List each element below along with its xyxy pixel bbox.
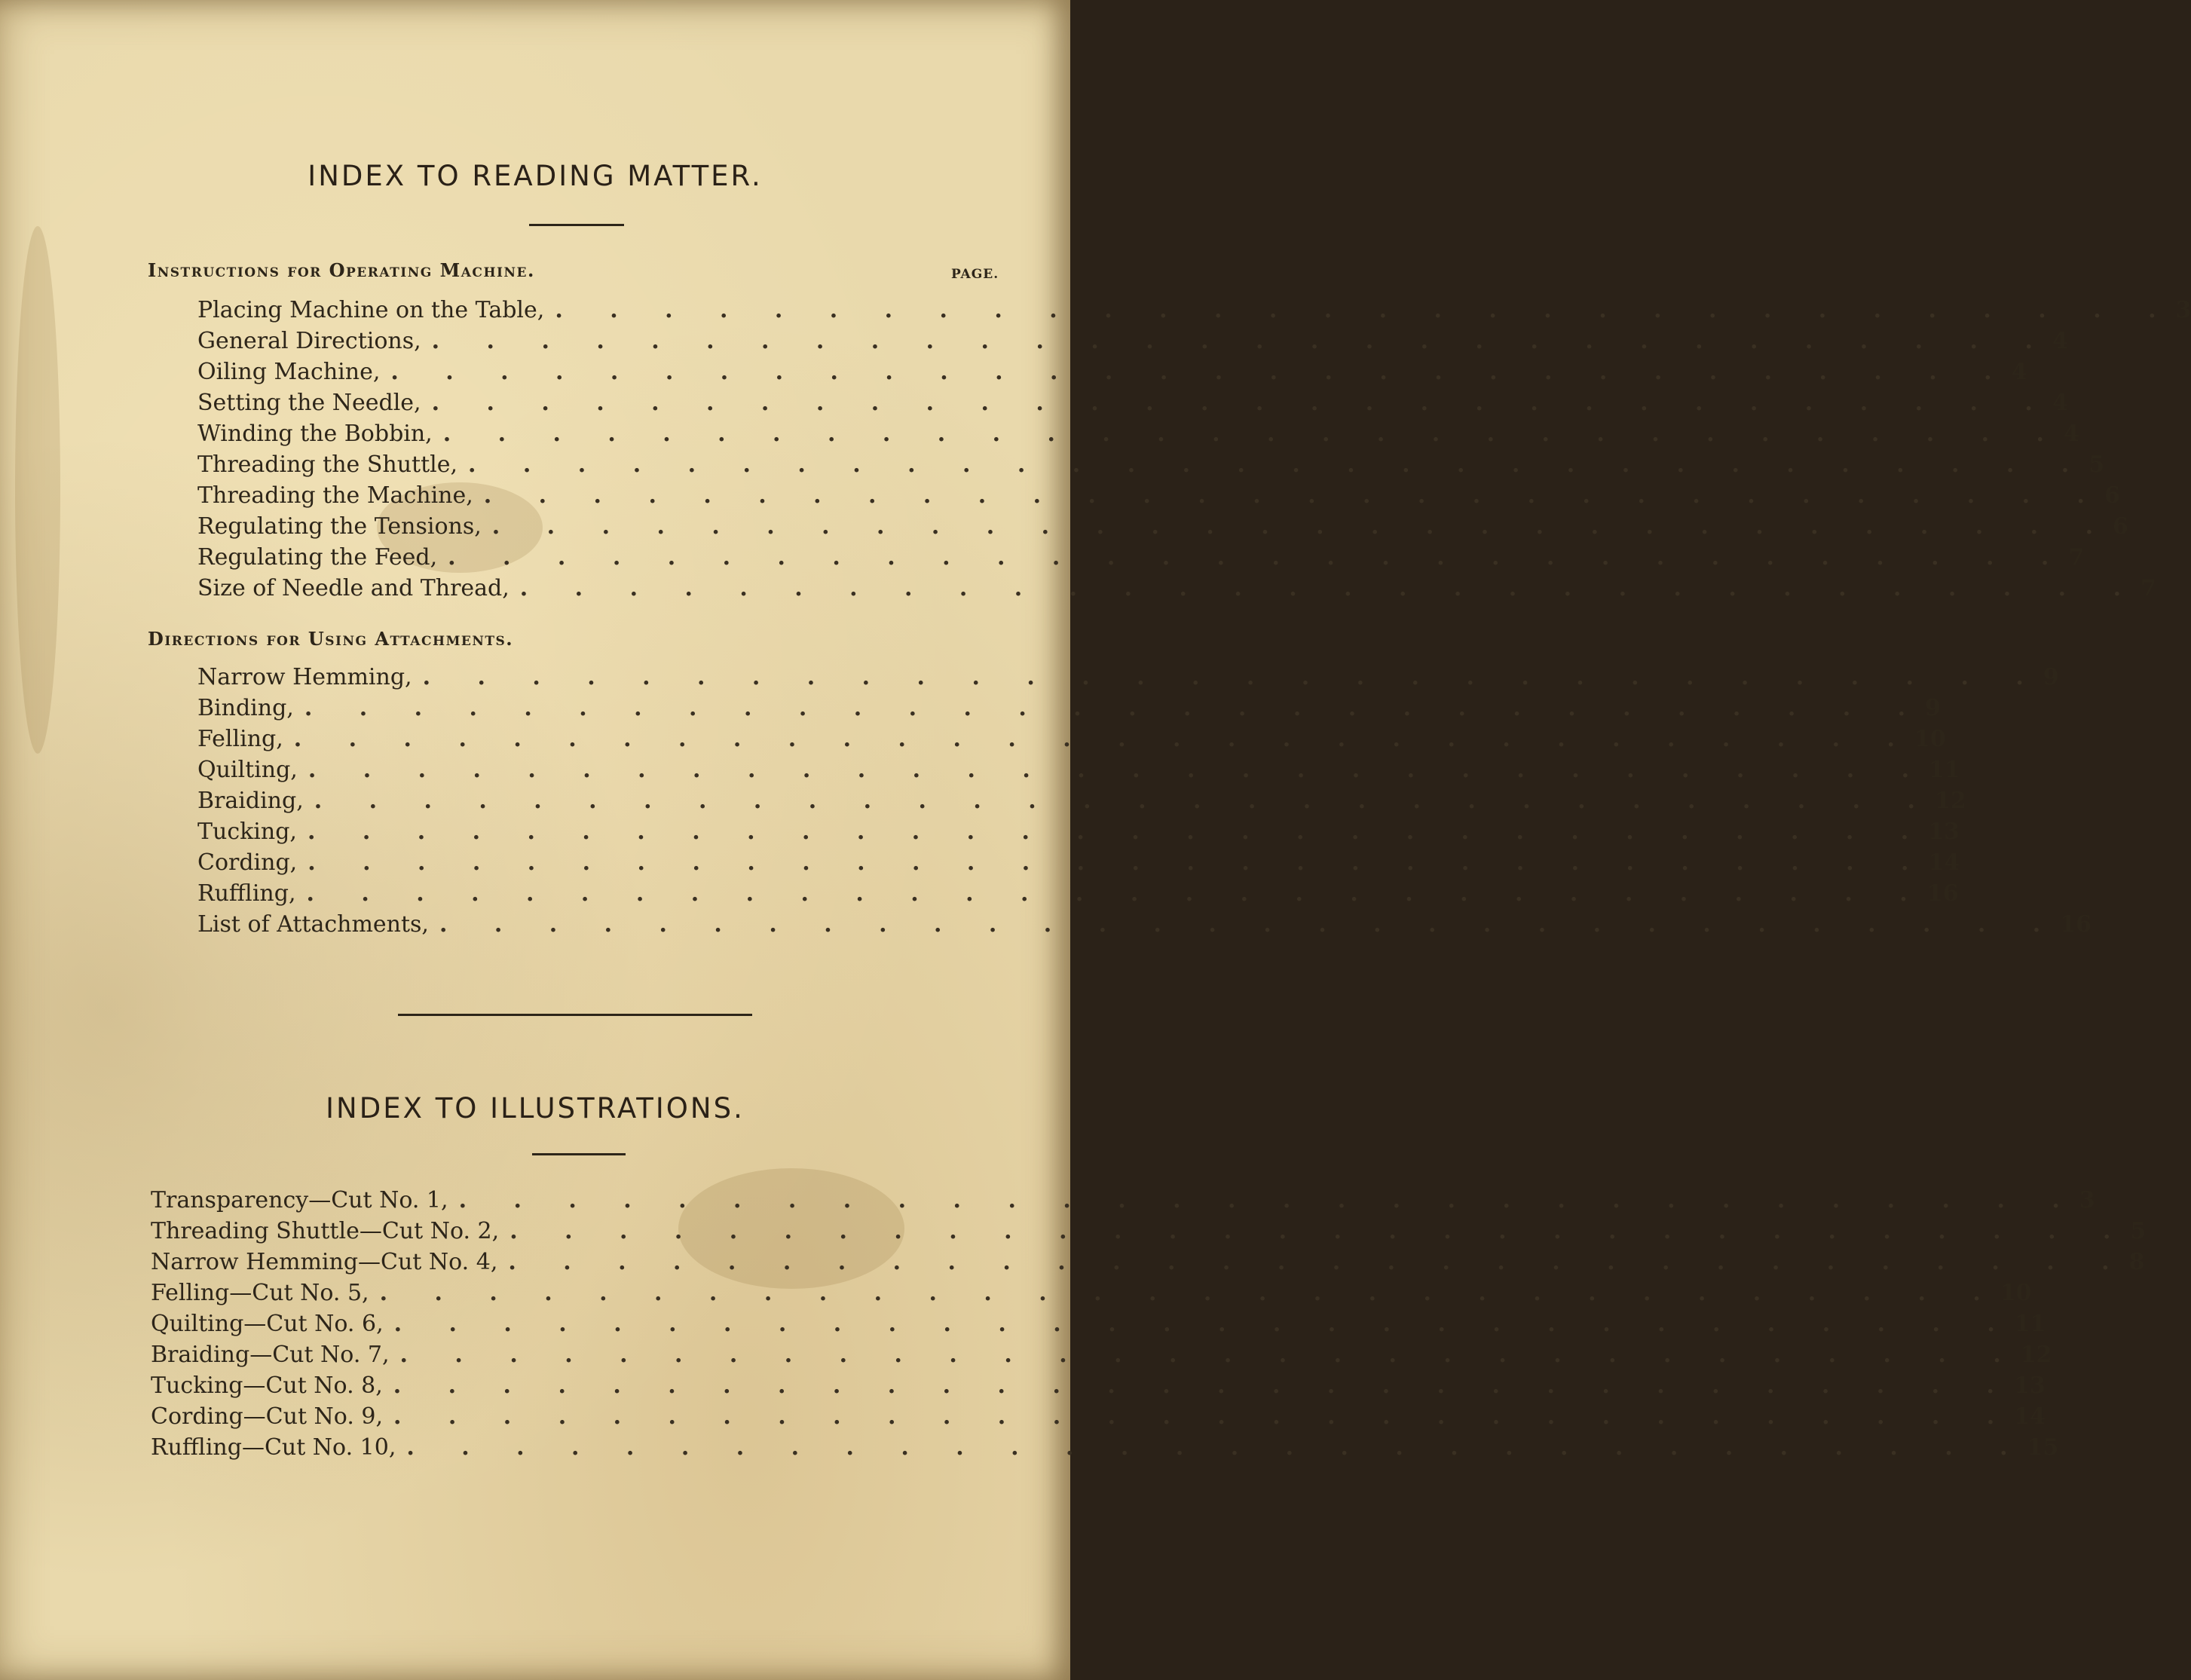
dot-leader: . . . . . . . . . . . . . . . . . . . . . . . . . . . . . . [379, 1280, 2000, 1306]
entry-label: Felling, [197, 726, 283, 752]
entry-page-number: 10 [1914, 726, 1946, 752]
index-entry [151, 1432, 2059, 1463]
entry-label: Setting the Needle, [197, 390, 421, 416]
entry-page-number: 4 [2052, 390, 2068, 416]
index-entry [151, 1339, 2052, 1370]
dot-leader: . . . . . . . . . . . . . . . . . . . . . . . . . . . . . . [406, 1434, 2027, 1461]
instructions-entry-list [197, 295, 2191, 604]
entry-label: Threading Shuttle—Cut No. 2, [151, 1218, 500, 1244]
dot-leader: . . . . . . . . . . . . . . . . . . . . . . . . . . . . . . [306, 880, 1927, 907]
index-entry [197, 295, 2191, 326]
index-entry [151, 1247, 2145, 1278]
dot-leader: . . . . . . . . . . . . . . . . . . . . . . . . . . . . . . [509, 1218, 2131, 1244]
entry-label: Felling—Cut No. 5, [151, 1280, 369, 1306]
illustrations-entry-list [151, 1185, 2147, 1463]
dot-leader: . . . . . . . . . . . . . . . . . . . . . . . . . . . . . . [304, 695, 1926, 721]
dot-leader: . . . . . . . . . . . . . . . . . . . . . . . . . . . . . . [422, 664, 2043, 690]
entry-page-number: 15 [2027, 1434, 2059, 1461]
entry-label: Tucking, [197, 819, 297, 845]
entry-page-number: 4 [2063, 421, 2079, 447]
entry-label: Winding the Bobbin, [197, 421, 433, 447]
entry-label: Narrow Hemming—Cut No. 4, [151, 1249, 498, 1275]
entry-page-number: 5 [2130, 1218, 2147, 1244]
index-entry [197, 511, 2128, 542]
entry-page-number: 16 [1926, 880, 1959, 907]
index-entry [151, 1308, 2046, 1339]
entry-page-number: 14 [2014, 1403, 2046, 1430]
entry-label: Quilting, [197, 757, 298, 783]
entry-label: Cording—Cut No. 9, [151, 1403, 384, 1430]
index-entry [197, 909, 2092, 940]
entry-label: Regulating the Tensions, [197, 513, 482, 540]
edge-stain [15, 226, 60, 754]
index-entry [197, 693, 1941, 724]
index-entry [197, 357, 2027, 387]
illustrations-index-title: INDEX TO ILLUSTRATIONS. [326, 1092, 745, 1125]
entry-page-number: 13 [1928, 819, 1960, 845]
dot-leader: . . . . . . . . . . . . . . . . . . . . . . . . . . . . . . [393, 1403, 2015, 1430]
index-entry [197, 326, 2068, 357]
dot-leader: . . . . . . . . . . . . . . . . . . . . . . . . . . . . . . [314, 788, 1935, 814]
dot-leader: . . . . . . . . . . . . . . . . . . . . . . . . . . . . . . [390, 359, 2012, 385]
dot-leader: . . . . . . . . . . . . . . . . . . . . . . . . . . . . . . [519, 575, 2141, 601]
entry-label: Transparency—Cut No. 1, [151, 1187, 448, 1213]
entry-page-number: 3 [2175, 297, 2191, 323]
index-entry [197, 480, 2120, 511]
page-column-label: PAGE. [951, 267, 999, 282]
entry-page-number: 3 [2079, 1187, 2095, 1213]
entry-label: Placing Machine on the Table, [197, 297, 545, 323]
entry-page-number: 11 [2014, 1311, 2046, 1337]
entry-page-number: 6 [2104, 482, 2120, 509]
entry-label: Quilting—Cut No. 6, [151, 1311, 384, 1337]
entry-label: Braiding, [197, 788, 304, 814]
dot-leader: . . . . . . . . . . . . . . . . . . . . . . . . . . . . . . [442, 421, 2064, 447]
entry-page-number: 16 [2060, 911, 2092, 938]
index-entry [197, 878, 1959, 909]
dot-leader: . . . . . . . . . . . . . . . . . . . . . . . . . . . . . . [508, 1249, 2129, 1275]
index-entry [197, 724, 1946, 754]
entry-label: Braiding—Cut No. 7, [151, 1342, 390, 1368]
entry-page-number: 6 [2113, 513, 2128, 540]
index-entry [151, 1370, 2046, 1401]
index-entry [151, 1401, 2046, 1432]
dot-leader: . . . . . . . . . . . . . . . . . . . . . . . . . . . . . . [431, 390, 2052, 416]
dot-leader: . . . . . . . . . . . . . . . . . . . . . . . . . . . . . . [399, 1342, 2021, 1368]
entry-label: Narrow Hemming, [197, 664, 412, 690]
dot-leader: . . . . . . . . . . . . . . . . . . . . . . . . . . . . . . [393, 1372, 2014, 1399]
entry-label: Threading the Machine, [197, 482, 473, 509]
entry-page-number: 12 [1934, 788, 1966, 814]
index-entry [197, 573, 2156, 604]
index-entry [197, 754, 1960, 785]
index-entry [151, 1216, 2147, 1247]
title-underline [529, 224, 624, 226]
entry-label: Size of Needle and Thread, [197, 575, 509, 601]
entry-page-number: 13 [2014, 1372, 2046, 1399]
index-entry [151, 1185, 2095, 1216]
entry-page-number: 7 [2068, 544, 2085, 571]
entry-page-number: 4 [2011, 359, 2027, 385]
entry-label: Regulating the Feed, [197, 544, 438, 571]
entry-page-number: 14 [1928, 849, 1960, 876]
section-heading-instructions: Instructions for Operating Machine. [148, 259, 535, 281]
entry-page-number: 7 [2141, 575, 2156, 601]
index-entry [197, 418, 2079, 449]
index-entry [197, 542, 2085, 573]
dot-leader: . . . . . . . . . . . . . . . . . . . . . . . . . . . . . . [293, 726, 1914, 752]
entry-page-number: 10 [2000, 1280, 2032, 1306]
index-entry [197, 847, 1960, 878]
entry-label: List of Attachments, [197, 911, 429, 938]
section-heading-attachments: Directions for Using Attachments. [148, 628, 514, 650]
entry-label: Cording, [197, 849, 298, 876]
index-entry [197, 387, 2068, 418]
dot-leader: . . . . . . . . . . . . . . . . . . . . . . . . . . . . . . [491, 513, 2113, 540]
dot-leader: . . . . . . . . . . . . . . . . . . . . . . . . . . . . . . [458, 1187, 2079, 1213]
index-entry [197, 785, 1966, 816]
entry-page-number: 9 [1925, 695, 1941, 721]
entry-page-number: 8 [2128, 1249, 2145, 1275]
dot-leader: . . . . . . . . . . . . . . . . . . . . . . . . . . . . . . [307, 819, 1929, 845]
section-divider [398, 1014, 752, 1016]
entry-page-number: 12 [2020, 1342, 2052, 1368]
entry-label: Ruffling, [197, 880, 296, 907]
title-underline [532, 1153, 626, 1155]
dot-leader: . . . . . . . . . . . . . . . . . . . . . . . . . . . . . . [439, 911, 2061, 938]
dot-leader: . . . . . . . . . . . . . . . . . . . . . . . . . . . . . . [468, 451, 2089, 478]
dot-leader: . . . . . . . . . . . . . . . . . . . . . . . . . . . . . . [448, 544, 2069, 571]
entry-page-number: 9 [2043, 664, 2059, 690]
index-entry [197, 816, 1960, 847]
attachments-entry-list [197, 662, 2092, 940]
dot-leader: . . . . . . . . . . . . . . . . . . . . . . . . . . . . . . [393, 1311, 2015, 1337]
dot-leader: . . . . . . . . . . . . . . . . . . . . . . . . . . . . . . [555, 297, 2176, 323]
dot-leader: . . . . . . . . . . . . . . . . . . . . . . . . . . . . . . [431, 328, 2052, 354]
index-entry [151, 1278, 2032, 1308]
entry-label: Binding, [197, 695, 294, 721]
entry-label: Tucking—Cut No. 8, [151, 1372, 383, 1399]
entry-label: General Directions, [197, 328, 421, 354]
dot-leader: . . . . . . . . . . . . . . . . . . . . . . . . . . . . . . [483, 482, 2104, 509]
entry-label: Oiling Machine, [197, 359, 381, 385]
entry-label: Threading the Shuttle, [197, 451, 458, 478]
entry-label: Ruffling—Cut No. 10, [151, 1434, 396, 1461]
reading-index-title: INDEX TO READING MATTER. [308, 160, 763, 192]
dot-leader: . . . . . . . . . . . . . . . . . . . . . . . . . . . . . . [308, 757, 1929, 783]
entry-page-number: 5 [2088, 451, 2105, 478]
entry-page-number: 4 [2052, 328, 2068, 354]
index-entry [197, 662, 2059, 693]
index-entry [197, 449, 2105, 480]
dot-leader: . . . . . . . . . . . . . . . . . . . . . . . . . . . . . . [308, 849, 1929, 876]
entry-page-number: 11 [1929, 757, 1960, 783]
